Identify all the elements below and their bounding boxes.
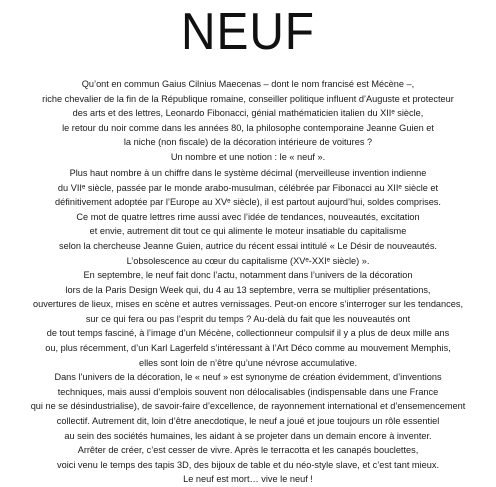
text-line: des arts et des lettres, Leonardo Fibonacci, génial mathématicien italien du XIIᵉ siècle, (72, 108, 424, 119)
text-line: Le neuf est mort… vive le neuf ! (183, 474, 313, 485)
text-line: et envie, autrement dit tout ce qui alimente le moteur insatiable du capitalisme (89, 226, 407, 237)
text-line: riche chevalier de la fin de la République romaine, conseiller politique influent d’Auguste et protecteur (42, 93, 454, 104)
text-line: définitivement adoptée par l’Europe au XVᵉ siècle), il est partout aujourd’hui, soldes comprises. (55, 197, 441, 208)
intro-paragraph (0, 77, 496, 165)
text-line: selon la chercheuse Jeanne Guien, autrice du récent essai intitulé « Le Désir de nouveautés. (59, 240, 437, 251)
text-line: la niche (non fiscale) de la décoration intérieure de voitures ? (123, 137, 373, 148)
article-title: NEUF (181, 3, 315, 61)
design-week-paragraph (0, 268, 496, 487)
text-line: ouvertures de lieux, mises en scène et autres vernissages. Peut-on encore s’interroger sur les tendances, (33, 299, 463, 310)
text-line: le retour du noir comme dans les années 80, la philosophe contemporaine Jeanne Guien et (62, 122, 434, 133)
text-line: Qu’ont en commun Gaius Cilnius Maecenas – dont le nom francisé est Mécène –, (81, 79, 415, 89)
text-line: Dans l’univers de la décoration, le « neuf » est synonyme de création évidemment, d’inventions (54, 372, 442, 383)
text-line: elles sont loin de n’être qu’une névrose accumulative. (138, 357, 358, 368)
text-line: collectif. Autrement dit, loin d’être anecdotique, le neuf a joué et joue toujours un rôle essentiel (56, 415, 440, 426)
text-line: Plus haut nombre à un chiffre dans le système décimal (merveilleuse invention indienne (69, 168, 427, 178)
text-line: de tout temps fasciné, à l’image d’un Mécène, collectionneur compulsif il y a plus de deux mille ans (46, 328, 450, 339)
text-line: techniques, mais aussi d’emplois souvent non délocalisables (indispensable dans une France (57, 386, 439, 397)
text-line: Arrêter de créer, c’est cesser de vivre. Après le terracotta et les canapés bouclettes, (77, 445, 419, 456)
text-line: sur ce qui fera ou pas l’esprit du temps ? Au-delà du fait que les nouveautés ont (85, 313, 411, 324)
text-line: En septembre, le neuf fait donc l’actu, notamment dans l’univers de la décoration (83, 270, 413, 280)
text-line: Un nombre et une notion : le « neuf ». (170, 151, 326, 162)
text-line: voici venu le temps des tapis 3D, des bijoux de table et du néo-style slave, et c’est tant mieux. (57, 459, 439, 470)
text-line: ou, plus récemment, d’un Karl Lagerfeld s’intéressant à l’Art Déco comme au mouvement Memphis, (45, 342, 451, 353)
definition-paragraph (0, 166, 496, 268)
text-line: au sein des sociétés humaines, les aidant à se projeter dans un demain encore à inventer. (64, 430, 432, 441)
text-line: qui ne se désindustrialise), de savoir-faire d’excellence, de rayonnement international et d’ensemencement (30, 401, 466, 412)
text-line: Ce mot de quatre lettres rime aussi avec l’idée de tendances, nouveautés, excitation (76, 211, 420, 222)
text-line: lors de la Paris Design Week qui, du 4 au 13 septembre, verra se multiplier présentations, (65, 284, 431, 295)
text-line: du VIIᵉ siècle, passée par le monde arabo-musulman, célébrée par Fibonacci au XIIᵉ siècle et (57, 182, 439, 193)
text-line: L’obsolescence au cœur du capitalisme (XVᵉ-XXIᵉ siècle) ». (126, 255, 370, 266)
